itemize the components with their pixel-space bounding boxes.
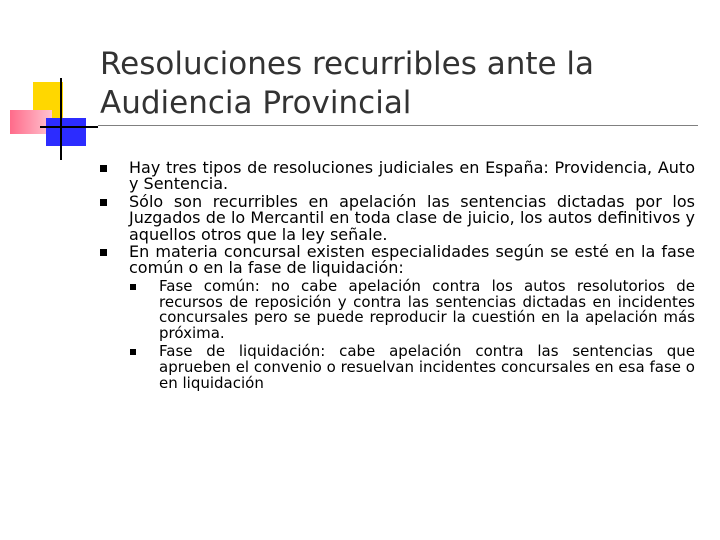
sub-bullet-text: Fase común: no cabe apelación contra los autos resolutorios de recursos de reposición y contra las sentencias dictadas en incidentes concursales pero se puede reproducir la cuestión en la apelación más próxima. <box>159 276 695 343</box>
bullet-text: En materia concursal existen especialidades según se esté en la fase común o en la fase de liquidación: <box>129 242 695 278</box>
logo-blue-square <box>46 118 86 146</box>
bullet-item <box>100 160 695 193</box>
bullet-item <box>100 191 695 244</box>
slide-title: Resoluciones recurribles ante la Audiencia Provincial <box>100 46 595 121</box>
bullet-text: Hay tres tipos de resoluciones judiciales en España: Providencia, Auto y Sentencia. <box>129 158 695 194</box>
logo-vertical-line <box>60 78 62 160</box>
bullet-item <box>100 244 695 277</box>
title-underline <box>98 125 698 126</box>
square-bullet-icon <box>130 349 136 355</box>
square-bullet-icon <box>100 165 107 172</box>
bullet-text: Sólo son recurribles en apelación las sentencias dictadas por los Juzgados de lo Mercantil en toda clase de juicio, los autos definitivos y aquellos otros que la ley señale. <box>129 191 695 244</box>
sub-bullet-text: Fase de liquidación: cabe apelación contra las sentencias que aprueben el convenio o resuelvan incidentes concursales en esa fase o en liquidación <box>159 342 695 392</box>
bullet-list <box>100 160 695 393</box>
logo-horizontal-line <box>40 126 98 128</box>
square-bullet-icon <box>100 249 107 256</box>
sub-bullet-item <box>129 344 695 391</box>
sub-bullet-item <box>129 276 695 343</box>
square-bullet-icon <box>130 284 136 290</box>
square-bullet-icon <box>100 199 107 206</box>
sub-bullet-list <box>129 276 695 392</box>
